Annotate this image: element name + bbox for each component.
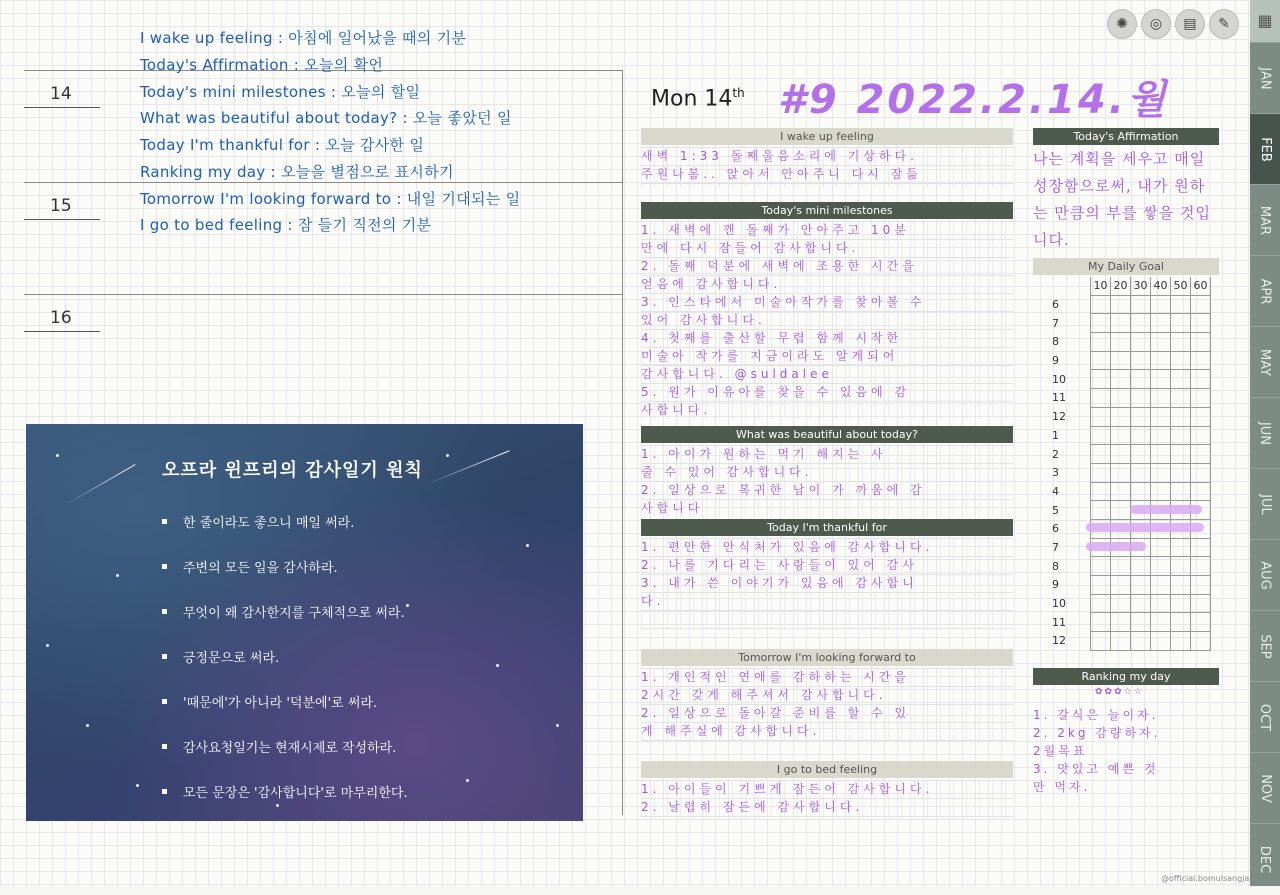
goal-cell[interactable] — [1191, 351, 1211, 370]
goal-col-label: 40 — [1151, 277, 1171, 295]
goal-cell[interactable] — [1171, 407, 1191, 426]
note-affirmation: Today's Affirmation : 오늘의 확언 — [140, 56, 384, 74]
goal-cell[interactable] — [1111, 426, 1131, 445]
goal-col-label: 20 — [1111, 277, 1131, 295]
shooting-star — [426, 450, 510, 485]
goal-cell[interactable] — [1091, 613, 1111, 632]
goal-cell[interactable] — [1191, 594, 1211, 613]
goal-cell[interactable] — [1131, 594, 1151, 613]
goal-cell[interactable] — [1151, 557, 1171, 576]
affirmation-text[interactable]: 나는 계획을 세우고 매일 성장함으로써, 내가 원하는 만큼의 부를 쌓을 것입니다. — [1033, 150, 1211, 249]
text-line: 3. 맛있고 예쁜 것 — [1033, 762, 1159, 776]
goal-cell[interactable] — [1091, 557, 1111, 576]
text-line: 게 해주실에 감사합니다. — [641, 724, 821, 738]
goal-row — [1050, 632, 1211, 651]
principles-title: 오프라 윈프리의 감사일기 원칙 — [162, 460, 423, 481]
goal-col-label: 30 — [1131, 277, 1151, 295]
text-line: 다. — [641, 594, 665, 608]
goal-cell[interactable] — [1131, 576, 1151, 595]
star — [526, 544, 529, 547]
text-line: 얻음에 감사합니다. — [641, 277, 782, 291]
goal-cell[interactable] — [1111, 351, 1131, 370]
goal-cell[interactable] — [1091, 426, 1111, 445]
goal-cell[interactable] — [1171, 576, 1191, 595]
month-tab-label: APR — [1257, 278, 1273, 305]
goal-cell[interactable] — [1131, 445, 1151, 464]
month-tab-apr[interactable] — [1250, 255, 1280, 327]
principle-text: '때문에'가 아니라 '덕분에'로 써라. — [183, 696, 378, 711]
goal-cell[interactable] — [1131, 389, 1151, 408]
goal-cell[interactable] — [1191, 482, 1211, 501]
handwritten-date: #9 2022.2.14.월 — [778, 77, 1169, 123]
pencil-icon[interactable]: ✎ — [1209, 9, 1239, 39]
day-label — [651, 86, 745, 111]
text-line: 사합니다. — [641, 403, 712, 417]
section-body-wake[interactable] — [641, 147, 1013, 187]
goal-header-row — [1050, 277, 1211, 295]
section-header-goal: My Daily Goal — [1033, 258, 1219, 275]
goal-row — [1050, 594, 1211, 613]
goal-cell[interactable] — [1091, 463, 1111, 482]
goal-row — [1050, 370, 1211, 389]
text-line: 5. 원가 이유아를 찾을 수 있음에 감 — [641, 385, 911, 399]
text-line: 2. 돌째 덕분에 새벽에 조용한 시간을 — [641, 259, 918, 273]
goal-cell[interactable] — [1151, 463, 1171, 482]
text-line: 만에 다시 잠들어 감사합니다. — [641, 241, 860, 255]
text-line: 2. 나를 기다리는 사랑들이 있어 감사 — [641, 558, 918, 572]
section-header-bed: I go to bed feeling — [641, 761, 1013, 778]
goal-cell[interactable] — [1191, 445, 1211, 464]
bullet — [162, 654, 167, 659]
goal-cell[interactable] — [1171, 613, 1191, 632]
note-wake-up: I wake up feeling : 아침에 일어났을 때의 기분 — [140, 29, 467, 47]
goal-cell[interactable] — [1191, 389, 1211, 408]
goal-cell[interactable] — [1131, 632, 1151, 651]
goal-row — [1050, 314, 1211, 333]
goal-row — [1050, 576, 1211, 595]
goal-cell[interactable] — [1151, 482, 1171, 501]
star — [556, 724, 559, 727]
text-line: 1. 개인적인 연애를 감하하는 시간을 — [641, 670, 910, 684]
note-bedtime: I go to bed feeling : 잠 들기 직전의 기분 — [140, 216, 432, 234]
month-tab-label: OCT — [1257, 703, 1273, 732]
goal-cell[interactable] — [1171, 445, 1191, 464]
section-body-bed[interactable] — [641, 780, 1013, 818]
goal-cell[interactable] — [1091, 594, 1111, 613]
fireworks-icon[interactable]: ✺ — [1107, 9, 1137, 39]
goal-cell[interactable] — [1111, 389, 1131, 408]
section-body-thankful[interactable] — [641, 538, 1013, 630]
goal-row — [1050, 407, 1211, 426]
text-line: 1. 새벽에 깬 돌째가 안아주고 10분 — [641, 223, 910, 237]
goal-highlight — [1130, 505, 1202, 514]
goal-hour-label: 11 — [1050, 613, 1091, 632]
goal-cell[interactable] — [1111, 333, 1131, 352]
hour-label-16: 16 — [50, 308, 72, 328]
star — [136, 784, 139, 787]
goal-row — [1050, 351, 1211, 370]
goal-hour-label: 6 — [1050, 295, 1091, 314]
goal-cell[interactable] — [1111, 314, 1131, 333]
goal-hour-label: 11 — [1050, 389, 1091, 408]
goal-corner — [1050, 277, 1091, 295]
goal-cell[interactable] — [1191, 538, 1211, 557]
section-header-milestones: Today's mini milestones — [641, 202, 1013, 219]
principle-text: 주변의 모든 일을 감사하라. — [183, 561, 338, 576]
section-header-ranking: Ranking my day — [1033, 668, 1219, 685]
principle-item — [162, 647, 279, 666]
text-line: 1. 아이들이 기쁘게 잠든어 감사합니다. — [641, 782, 934, 796]
daily-goal-grid[interactable] — [1050, 277, 1211, 651]
goal-cell[interactable] — [1151, 314, 1171, 333]
section-body-tomorrow[interactable] — [641, 668, 1013, 742]
star — [406, 604, 409, 607]
star — [466, 779, 469, 782]
goal-cell[interactable] — [1191, 613, 1211, 632]
principle-text: 감사요청일기는 현재시제로 작성하라. — [183, 741, 397, 756]
goal-cell[interactable] — [1111, 557, 1131, 576]
bullet — [162, 789, 167, 794]
note-beautiful: What was beautiful about today? : 오늘 좋았던 일 — [140, 109, 512, 127]
text-line: 2시간 갖게 해주셔서 감사합니다. — [641, 688, 887, 702]
text-line: 1. 갈식은 늘이자. — [1033, 708, 1159, 722]
goal-cell[interactable] — [1151, 333, 1171, 352]
goal-cell[interactable] — [1091, 295, 1111, 314]
goal-cell[interactable] — [1111, 463, 1131, 482]
note-tomorrow: Tomorrow I'm looking forward to : 내일 기대되는 일 — [140, 190, 521, 208]
month-tab-jul[interactable] — [1250, 468, 1280, 540]
gratitude-principles-card — [26, 424, 583, 821]
section-body-milestones[interactable] — [641, 221, 1013, 419]
month-tab-label: MAY — [1257, 348, 1273, 377]
section-header-thankful: Today I'm thankful for — [641, 519, 1013, 536]
goal-cell[interactable] — [1131, 407, 1151, 426]
section-header-affirmation: Today's Affirmation — [1033, 128, 1219, 145]
goal-rows — [1050, 295, 1211, 650]
text-line: 사합니다 — [641, 501, 704, 515]
text-line: 2. 날렵히 잠든에 감사합니다. — [641, 800, 864, 814]
hour-label-14: 14 — [50, 84, 72, 104]
goal-cell[interactable] — [1151, 370, 1171, 389]
goal-cell[interactable] — [1131, 295, 1151, 314]
text-line: 만 먹자. — [1033, 780, 1091, 794]
goal-hour-label: 6 — [1050, 519, 1091, 538]
goal-cell[interactable] — [1171, 314, 1191, 333]
goal-cell[interactable] — [1131, 613, 1151, 632]
text-line: 1. 편안한 안식처가 있음에 감사합니다. — [641, 540, 934, 554]
goal-cell[interactable] — [1091, 576, 1111, 595]
principle-item — [162, 602, 405, 621]
month-tabs — [1250, 0, 1280, 886]
goal-cell[interactable] — [1111, 482, 1131, 501]
month-tab-jun[interactable] — [1250, 397, 1280, 469]
credit-text: @official.bomulsangja — [1161, 874, 1250, 883]
goal-cell[interactable] — [1171, 594, 1191, 613]
goal-row — [1050, 445, 1211, 464]
month-tab-label: DEC — [1257, 845, 1273, 874]
section-header-beautiful: What was beautiful about today? — [641, 426, 1013, 443]
goal-cell[interactable] — [1171, 389, 1191, 408]
note-milestones: Today's mini milestones : 오늘의 할일 — [140, 83, 421, 101]
month-tab-label: JUN — [1257, 421, 1273, 446]
goal-cell[interactable] — [1151, 351, 1171, 370]
goal-row — [1050, 389, 1211, 408]
goal-row — [1050, 463, 1211, 482]
text-line: 4. 첫째를 출산할 무렵 함께 시작한 — [641, 331, 903, 345]
star — [496, 664, 499, 667]
ranking-notes[interactable] — [1033, 706, 1219, 796]
goal-cell[interactable] — [1111, 295, 1131, 314]
goal-col-label: 60 — [1191, 277, 1211, 295]
goal-row — [1050, 295, 1211, 314]
day-text: Mon 14 — [651, 86, 733, 112]
goal-row — [1050, 426, 1211, 445]
hour-divider — [24, 294, 622, 295]
month-tab-feb[interactable] — [1250, 113, 1280, 185]
text-line: 줄 수 있어 감사합니다. — [641, 465, 813, 479]
principle-text: 무엇이 왜 감사한지를 구체적으로 써라. — [183, 606, 405, 621]
goal-cell[interactable] — [1171, 333, 1191, 352]
goal-cell[interactable] — [1131, 370, 1151, 389]
principle-item — [162, 737, 396, 756]
goal-cell[interactable] — [1111, 370, 1131, 389]
goal-cell[interactable] — [1191, 295, 1211, 314]
goal-cell[interactable] — [1091, 370, 1111, 389]
principle-text: 긍정문으로 써라. — [183, 651, 280, 666]
section-body-beautiful[interactable] — [641, 445, 1013, 517]
text-line: 1. 아이가 원하는 먹기 해지는 사 — [641, 447, 887, 461]
principle-item — [162, 782, 408, 801]
goal-cell[interactable] — [1111, 407, 1131, 426]
note-thankful: Today I'm thankful for : 오늘 감사한 일 — [140, 136, 425, 154]
star — [56, 454, 59, 457]
hour-divider — [24, 182, 622, 183]
goal-cell[interactable] — [1191, 407, 1211, 426]
hour-underline — [24, 219, 100, 220]
goal-hour-label: 8 — [1050, 557, 1091, 576]
goal-cell[interactable] — [1171, 538, 1191, 557]
clapper-icon[interactable]: ▤ — [1175, 9, 1205, 39]
bullet — [162, 519, 167, 524]
month-tab-nov[interactable] — [1250, 752, 1280, 824]
star — [276, 804, 279, 807]
hour-label-15: 15 — [50, 196, 72, 216]
goal-cell[interactable] — [1171, 557, 1191, 576]
goal-hour-label: 12 — [1050, 407, 1091, 426]
month-tab-may[interactable] — [1250, 326, 1280, 398]
section-header-tomorrow: Tomorrow I'm looking forward to — [641, 649, 1013, 666]
principle-item — [162, 557, 338, 576]
goal-cell[interactable] — [1171, 370, 1191, 389]
note-ranking: Ranking my day : 오늘을 별점으로 표시하기 — [140, 163, 454, 181]
principle-item — [162, 512, 354, 531]
goal-col-label: 50 — [1171, 277, 1191, 295]
month-tab-label: NOV — [1257, 774, 1273, 803]
shooting-star — [66, 464, 136, 505]
bullet — [162, 744, 167, 749]
goal-row — [1050, 333, 1211, 352]
goal-cell[interactable] — [1171, 295, 1191, 314]
month-tab-oct[interactable] — [1250, 681, 1280, 753]
goal-cell[interactable] — [1131, 351, 1151, 370]
goal-cell[interactable] — [1131, 314, 1151, 333]
goal-cell[interactable] — [1091, 333, 1111, 352]
goal-hour-label: 4 — [1050, 482, 1091, 501]
column-divider — [622, 70, 623, 815]
text-line: 2월목표 — [1033, 744, 1088, 758]
goal-cell[interactable] — [1091, 632, 1111, 651]
goal-cell[interactable] — [1191, 576, 1211, 595]
bullet — [162, 609, 167, 614]
text-line: 2. 일상으로 돌아갈 준비를 할 수 있 — [641, 706, 911, 720]
goal-cell[interactable] — [1091, 314, 1111, 333]
text-line: 있어 감사합니다. — [641, 313, 766, 327]
month-tab-label: JUL — [1257, 494, 1273, 515]
goal-highlight — [1086, 542, 1146, 551]
goal-cell[interactable] — [1111, 501, 1131, 520]
goal-cell[interactable] — [1171, 426, 1191, 445]
goal-cell[interactable] — [1131, 333, 1151, 352]
goal-cell[interactable] — [1091, 445, 1111, 464]
star — [46, 644, 49, 647]
goal-hour-label: 2 — [1050, 445, 1091, 464]
goal-cell[interactable] — [1091, 351, 1111, 370]
goal-cell[interactable] — [1111, 632, 1131, 651]
month-tab-label: JAN — [1257, 67, 1273, 90]
goal-cell[interactable] — [1151, 295, 1171, 314]
text-line: 3. 내가 쓴 이야기가 있음에 감사합니 — [641, 576, 918, 590]
goal-cell[interactable] — [1171, 351, 1191, 370]
goal-cell[interactable] — [1131, 557, 1151, 576]
goal-cell[interactable] — [1111, 613, 1131, 632]
goal-cell[interactable] — [1151, 389, 1171, 408]
month-tab-label: SEP — [1257, 634, 1273, 659]
goal-cell[interactable] — [1191, 557, 1211, 576]
goal-cell[interactable] — [1131, 482, 1151, 501]
month-tab-label: FEB — [1257, 137, 1273, 162]
month-tab-label: MAR — [1257, 205, 1273, 236]
goal-cell[interactable] — [1171, 632, 1191, 651]
goal-cell[interactable] — [1191, 463, 1211, 482]
goal-cell[interactable] — [1091, 389, 1111, 408]
goal-cell[interactable] — [1191, 426, 1211, 445]
star — [86, 724, 89, 727]
goal-cell[interactable] — [1151, 426, 1171, 445]
goal-cell[interactable] — [1091, 501, 1111, 520]
goal-cell[interactable] — [1151, 407, 1171, 426]
goal-cell[interactable] — [1151, 613, 1171, 632]
goal-cell[interactable] — [1151, 576, 1171, 595]
goal-hour-label: 5 — [1050, 501, 1091, 520]
hour-underline — [24, 331, 100, 332]
goal-hour-label: 3 — [1050, 463, 1091, 482]
month-tab-jan[interactable] — [1250, 42, 1280, 114]
goal-col-label: 10 — [1091, 277, 1111, 295]
month-tab-sep[interactable] — [1250, 610, 1280, 682]
goal-cell[interactable] — [1111, 576, 1131, 595]
goal-hour-label: 12 — [1050, 632, 1091, 651]
text-line: 2. 2kg 감량하자. — [1033, 726, 1161, 740]
text-line: 주원나봄.. 앉아서 안아주니 다시 잠듦 — [641, 167, 922, 181]
goal-cell[interactable] — [1191, 632, 1211, 651]
goal-hour-label: 8 — [1050, 333, 1091, 352]
star — [446, 454, 449, 457]
target-icon[interactable]: ◎ — [1141, 9, 1171, 39]
calendar-icon[interactable]: ▦ — [1250, 0, 1280, 42]
bullet — [162, 699, 167, 704]
goal-cell[interactable] — [1151, 594, 1171, 613]
month-tab-mar[interactable] — [1250, 184, 1280, 256]
goal-cell[interactable] — [1191, 370, 1211, 389]
goal-cell[interactable] — [1171, 463, 1191, 482]
goal-row — [1050, 482, 1211, 501]
day-suffix: th — [732, 86, 745, 100]
principle-text: 모든 문장은 '감사합니다'로 마무리한다. — [183, 786, 408, 801]
month-tab-aug[interactable] — [1250, 539, 1280, 611]
month-tab-label: AUG — [1257, 561, 1273, 590]
hour-underline — [24, 107, 100, 108]
goal-hour-label: 10 — [1050, 370, 1091, 389]
goal-cell[interactable] — [1151, 538, 1171, 557]
section-header-wake: I wake up feeling — [641, 128, 1013, 145]
principle-text: 한 줄이라도 좋으니 매일 써라. — [183, 516, 355, 531]
principle-item — [162, 692, 377, 711]
goal-cell[interactable] — [1131, 426, 1151, 445]
star — [116, 574, 119, 577]
goal-cell[interactable] — [1131, 463, 1151, 482]
goal-cell[interactable] — [1111, 445, 1131, 464]
text-line: 새벽 1:33 돌째울음소리에 기상하다. — [641, 149, 918, 163]
goal-hour-label: 1 — [1050, 426, 1091, 445]
goal-row — [1050, 557, 1211, 576]
goal-hour-label: 7 — [1050, 314, 1091, 333]
goal-cell[interactable] — [1091, 482, 1111, 501]
bullet — [162, 564, 167, 569]
goal-cell[interactable] — [1191, 333, 1211, 352]
text-line: 2. 일상으로 복귀한 남이 가 까움에 감 — [641, 483, 926, 497]
text-line: 미술아 작가를 지금이라도 알게되어 — [641, 349, 899, 363]
text-line: 감사합니다. @suldalee — [641, 367, 833, 381]
goal-hour-label: 9 — [1050, 351, 1091, 370]
ranking-stars[interactable]: ✿✿✿☆☆ — [1095, 687, 1144, 697]
goal-hour-label: 9 — [1050, 576, 1091, 595]
goal-cell[interactable] — [1111, 594, 1131, 613]
goal-cell[interactable] — [1091, 407, 1111, 426]
goal-hour-label: 10 — [1050, 594, 1091, 613]
goal-highlight — [1086, 523, 1204, 532]
month-tab-dec[interactable] — [1250, 823, 1280, 895]
goal-hour-label: 7 — [1050, 538, 1091, 557]
goal-row — [1050, 613, 1211, 632]
goal-cell[interactable] — [1191, 314, 1211, 333]
text-line: 3. 인스타에서 미술아작가를 찾아볼 수 — [641, 295, 926, 309]
goal-cell[interactable] — [1151, 445, 1171, 464]
goal-cell[interactable] — [1151, 632, 1171, 651]
goal-cell[interactable] — [1171, 482, 1191, 501]
